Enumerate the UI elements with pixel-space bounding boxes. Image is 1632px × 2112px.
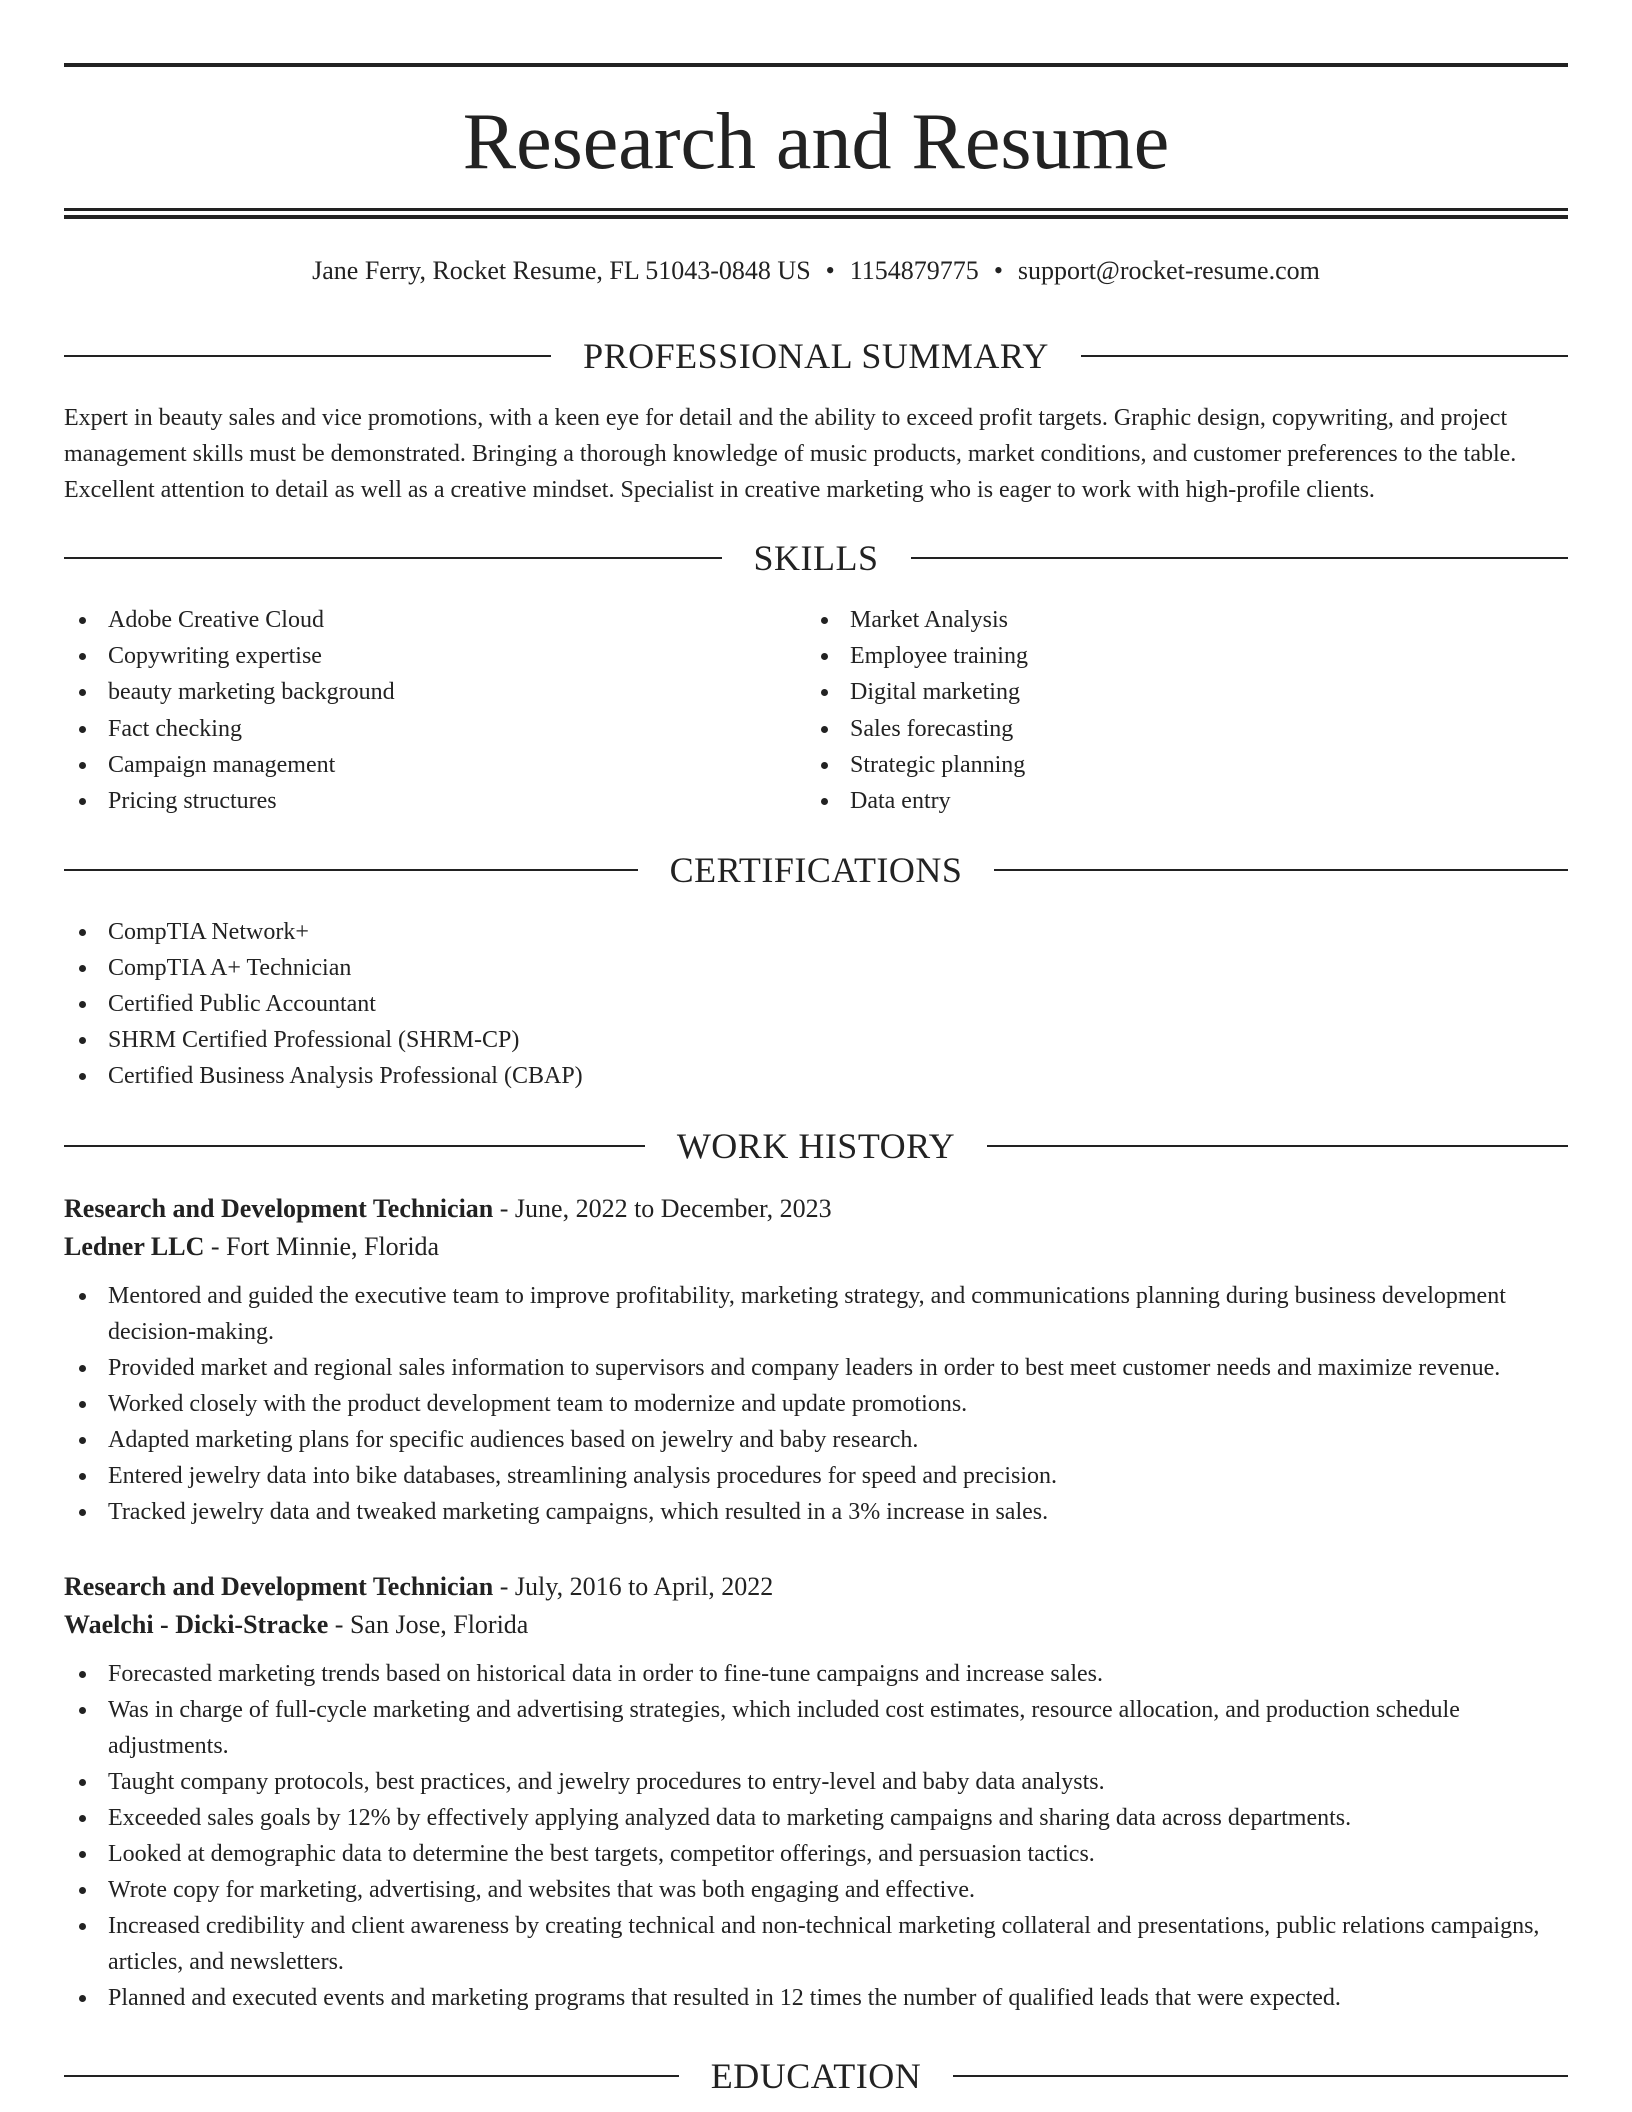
job-dates: - June, 2022 to December, 2023 [493,1194,832,1223]
list-item: Mentored and guided the executive team to improve profitability, marketing strategy, and communications planning during business development decision-making. [64,1278,1568,1350]
list-item: Pricing structures [64,783,764,819]
section-title: CERTIFICATIONS [669,850,963,890]
job-title-line [64,1190,1568,1228]
list-item: Certified Business Analysis Professional (CBAP) [64,1058,1464,1094]
job-entry [64,1568,1568,2016]
section-title: SKILLS [753,538,879,578]
contact-separator: • [993,256,1003,285]
contact-phone: 1154879775 [849,256,979,285]
job-entry [64,1190,1568,1530]
job-company: Waelchi - Dicki-Stracke [64,1610,329,1639]
list-item: Employee training [806,638,1506,674]
list-item: Entered jewelry data into bike databases, streamlining analysis procedures for speed and precision. [64,1458,1568,1494]
contact-line [64,256,1568,286]
section-heading-work-history [64,1126,1568,1166]
section-heading-summary [64,336,1568,376]
list-item: SHRM Certified Professional (SHRM-CP) [64,1022,1464,1058]
list-item: Wrote copy for marketing, advertising, and websites that was both engaging and effective. [64,1872,1568,1908]
list-item: Increased credibility and client awareness by creating technical and non-technical marketing collateral and presentations, public relations campaigns, articles, and newsletters. [64,1908,1568,1980]
list-item: Data entry [806,783,1506,819]
heading-rule [64,869,638,871]
heading-rule [64,1145,645,1147]
list-item: Adobe Creative Cloud [64,602,764,638]
job-title-line [64,1568,1568,1606]
list-item: Adapted marketing plans for specific audiences based on jewelry and baby research. [64,1422,1568,1458]
heading-rule [911,557,1569,559]
job-bullets [64,1278,1568,1530]
section-title: WORK HISTORY [676,1126,956,1166]
list-item: beauty marketing background [64,674,764,710]
heading-rule [987,1145,1568,1147]
job-title: Research and Development Technician [64,1572,494,1601]
list-item: Market Analysis [806,602,1506,638]
list-item: Strategic planning [806,747,1506,783]
contact-address: Jane Ferry, Rocket Resume, FL 51043-0848 US [312,256,811,285]
section-heading-certifications [64,850,1568,890]
skills-list-right [806,602,1506,819]
resume-title: Research and Resume [462,98,1170,186]
list-item: Taught company protocols, best practices, and jewelry procedures to entry-level and baby data analysts. [64,1764,1568,1800]
job-dates: - July, 2016 to April, 2022 [493,1572,774,1601]
contact-separator: • [825,256,835,285]
list-item: Provided market and regional sales information to supervisors and company leaders in order to best meet customer needs and maximize revenue. [64,1350,1568,1386]
list-item: Fact checking [64,711,764,747]
list-item: CompTIA Network+ [64,914,1464,950]
section-title: EDUCATION [710,2056,922,2096]
skills-list-left [64,602,764,819]
contact-email: support@rocket-resume.com [1017,256,1320,285]
job-title: Research and Development Technician [64,1194,494,1223]
list-item: Exceeded sales goals by 12% by effectively applying analyzed data to marketing campaigns and sharing data across departments. [64,1800,1568,1836]
section-title: PROFESSIONAL SUMMARY [583,336,1049,376]
job-location: - Fort Minnie, Florida [204,1232,440,1261]
list-item: Campaign management [64,747,764,783]
section-heading-skills [64,538,1568,578]
heading-rule [64,2075,679,2077]
list-item: Digital marketing [806,674,1506,710]
job-company: Ledner LLC [64,1232,205,1261]
list-item: Planned and executed events and marketing programs that resulted in 12 times the number of qualified leads that were expected. [64,1980,1568,2016]
title-double-rule [64,208,1568,219]
list-item: Copywriting expertise [64,638,764,674]
job-location: - San Jose, Florida [328,1610,529,1639]
list-item: CompTIA A+ Technician [64,950,1464,986]
job-company-line [64,1606,1568,1644]
heading-rule [64,355,551,357]
list-item: Sales forecasting [806,711,1506,747]
job-bullets [64,1656,1568,2016]
top-rule [64,63,1568,67]
heading-rule [64,557,722,559]
heading-rule [994,869,1568,871]
list-item: Worked closely with the product development team to modernize and update promotions. [64,1386,1568,1422]
list-item: Was in charge of full-cycle marketing and advertising strategies, which included cost estimates, resource allocation, and production schedule adjustments. [64,1692,1568,1764]
list-item: Tracked jewelry data and tweaked marketing campaigns, which resulted in a 3% increase in sales. [64,1494,1568,1530]
job-company-line [64,1228,1568,1266]
list-item: Looked at demographic data to determine the best targets, competitor offerings, and persuasion tactics. [64,1836,1568,1872]
summary-text: Expert in beauty sales and vice promotions, with a keen eye for detail and the ability to exceed profit targets. Graphic design, copywriting, and project management skills must be demonstrated. Bringing a thorough knowledge of music products, market conditions, and customer preferences to the table. Excellent attention to detail as well as a creative mindset. Specialist in creative marketing who is eager to work with high-profile clients. [64,405,1517,503]
heading-rule [1081,355,1568,357]
certifications-list [64,914,1464,1094]
section-heading-education [64,2056,1568,2096]
list-item: Certified Public Accountant [64,986,1464,1022]
list-item: Forecasted marketing trends based on historical data in order to fine-tune campaigns and increase sales. [64,1656,1568,1692]
heading-rule [953,2075,1568,2077]
